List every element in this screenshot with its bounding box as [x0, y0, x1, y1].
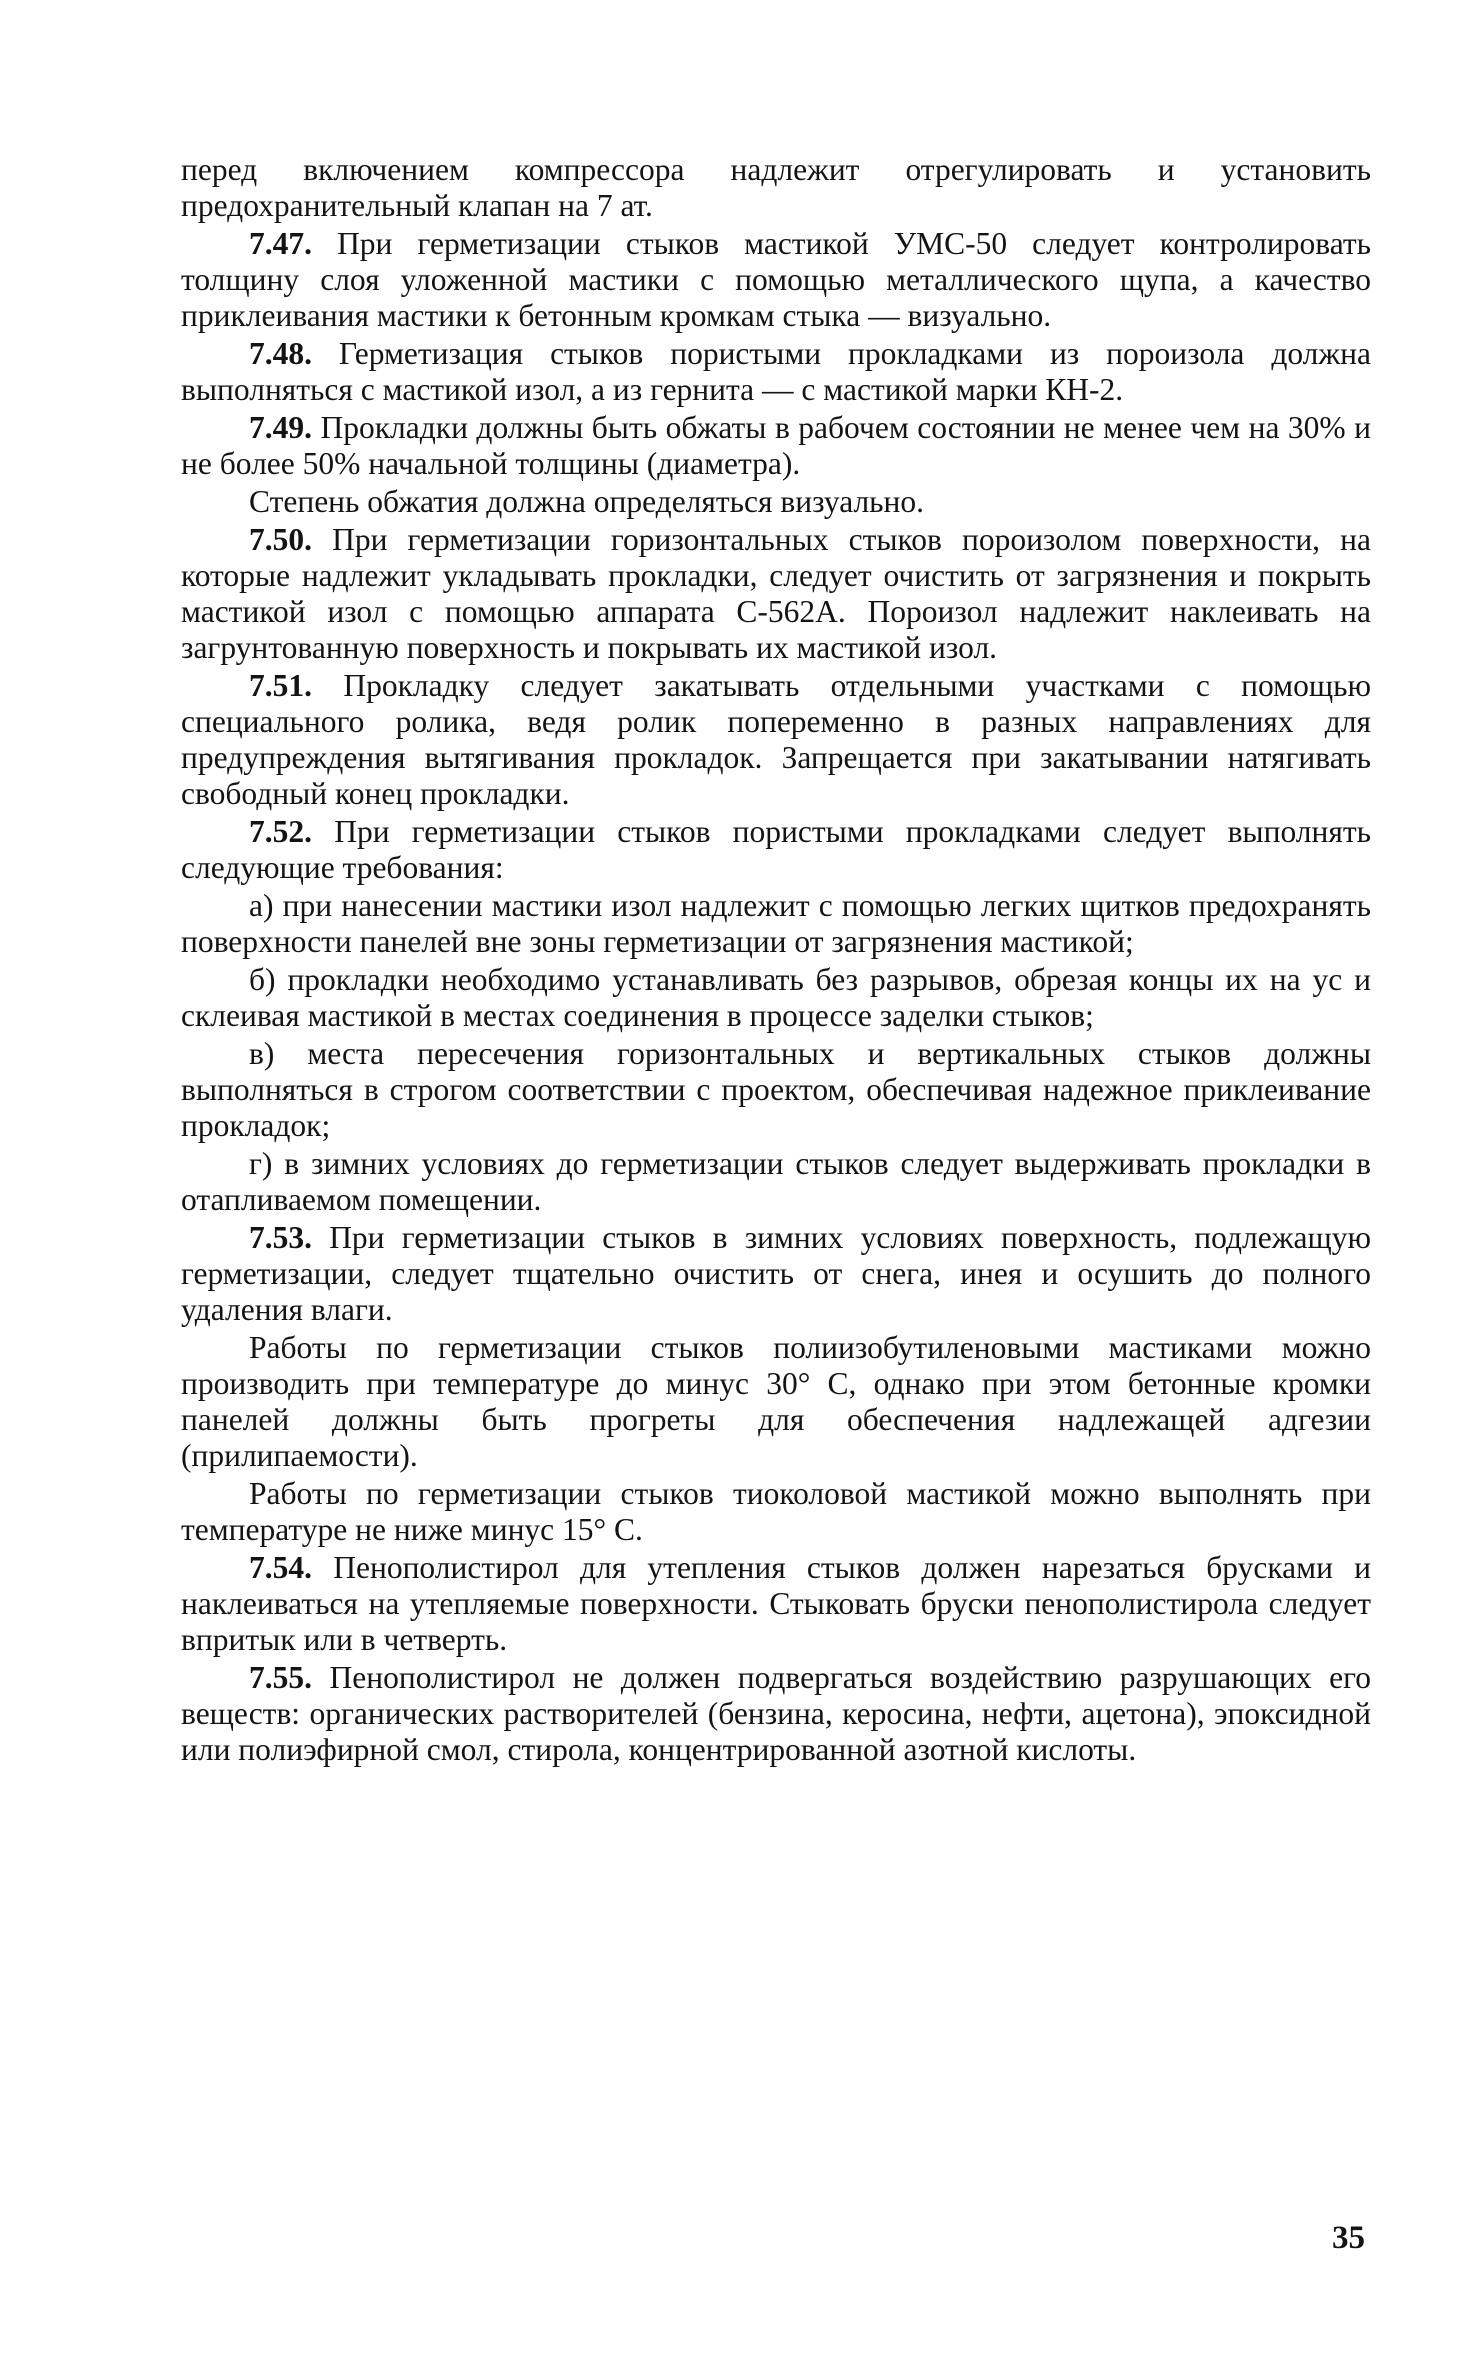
clause-number: 7.52.	[249, 814, 312, 849]
paragraph-continuation	[181, 152, 1371, 224]
paragraph-text: Пенополистирол не должен подвергаться воздействию разрушающих его веществ: органических растворителей (бензина, керосина, нефти, ацетона), эпоксидной или полиэфирной смол, стирола, концентрированной азотной кислоты.	[181, 1660, 1372, 1767]
clause-7-54	[181, 1550, 1371, 1658]
clause-number: 7.49.	[249, 410, 312, 445]
paragraph-polyisobutylene	[181, 1330, 1371, 1474]
clause-7-51	[181, 668, 1371, 812]
clause-7-55	[181, 1660, 1371, 1768]
clause-number: 7.53.	[249, 1220, 312, 1255]
list-item-g	[181, 1146, 1371, 1218]
clause-7-47	[181, 226, 1371, 334]
list-item-text: б) прокладки необходимо устанавливать без разрывов, обрезая концы их на ус и склеивая мастикой в местах соединения в процессе заделки стыков;	[181, 962, 1371, 1033]
clause-7-52	[181, 814, 1371, 886]
clause-number: 7.48.	[249, 336, 312, 371]
paragraph-text: Пенополистирол для утепления стыков должен нарезаться брусками и наклеиваться на утепляемые поверхности. Стыковать бруски пенополистирола следует впритык или в четверть.	[181, 1550, 1372, 1657]
clause-number: 7.54.	[249, 1550, 312, 1585]
page-number: 35	[1332, 2220, 1365, 2256]
clause-7-50	[181, 522, 1371, 666]
clause-number: 7.51.	[249, 668, 312, 703]
paragraph-text: При герметизации стыков в зимних условиях поверхность, подлежащую герметизации, следует тщательно очистить от снега, инея и осушить до полного удаления влаги.	[181, 1220, 1371, 1327]
clause-7-49	[181, 410, 1371, 482]
paragraph-text: Прокладки должны быть обжаты в рабочем состоянии не менее чем на 30% и не более 50% начальной толщины (диаметра).	[181, 410, 1372, 481]
clause-number: 7.50.	[249, 522, 312, 557]
list-item-b	[181, 962, 1371, 1034]
paragraph-text: Работы по герметизации стыков тиоколовой мастикой можно выполнять при температуре не ниже минус 15° С.	[181, 1476, 1371, 1547]
clause-number: 7.55.	[249, 1660, 312, 1695]
list-item-text: в) места пересечения горизонтальных и вертикальных стыков должны выполняться в строгом соответствии с проектом, обеспечивая надежное приклеивание прокладок;	[181, 1036, 1371, 1143]
clause-number: 7.47.	[249, 226, 312, 261]
list-item-text: г) в зимних условиях до герметизации стыков следует выдерживать прокладки в отапливаемом помещении.	[181, 1146, 1371, 1217]
body-text	[181, 152, 1371, 1770]
paragraph-text: перед включением компрессора надлежит отрегулировать и установить предохранительный клапан на 7 ат.	[181, 152, 1371, 223]
paragraph-text: При герметизации горизонтальных стыков пороизолом поверхности, на которые надлежит укладывать прокладки, следует очистить от загрязнения и покрыть мастикой изол с помощью аппарата С-562А. Пороизол надлежит наклеивать на загрунтованную поверхность и покрывать их мастикой изол.	[181, 522, 1371, 665]
paragraph-text: При герметизации стыков пористыми прокладками следует выполнять следующие требования:	[181, 814, 1371, 885]
clause-7-48	[181, 336, 1371, 408]
paragraph-text: Степень обжатия должна определяться визуально.	[249, 484, 925, 519]
clause-7-53	[181, 1220, 1371, 1328]
paragraph-text: Герметизация стыков пористыми прокладками из пороизола должна выполняться с мастикой изол, а из гернита — с мастикой марки КН-2.	[181, 336, 1372, 407]
paragraph-text: Прокладку следует закатывать отдельными участками с помощью специального ролика, ведя ролик попеременно в разных направлениях для предупреждения вытягивания прокладок. Запрещается при закатывании натягивать свободный конец прокладки.	[181, 668, 1371, 811]
list-item-v	[181, 1036, 1371, 1144]
list-item-a	[181, 888, 1371, 960]
list-item-text: а) при нанесении мастики изол надлежит с помощью легких щитков предохранять поверхности панелей вне зоны герметизации от загрязнения мастикой;	[181, 888, 1371, 959]
paragraph-thiokol	[181, 1476, 1371, 1548]
paragraph-compression	[181, 484, 1371, 520]
paragraph-text: Работы по герметизации стыков полиизобутиленовыми мастиками можно производить при температуре до минус 30° С, однако при этом бетонные кромки панелей должны быть прогреты для обеспечения надлежащей адгезии (прилипаемости).	[181, 1330, 1371, 1473]
paragraph-text: При герметизации стыков мастикой УМС-50 следует контролировать толщину слоя уложенной мастики с помощью металлического щупа, а качество приклеивания мастики к бетонным кромкам стыка — визуально.	[181, 226, 1371, 333]
